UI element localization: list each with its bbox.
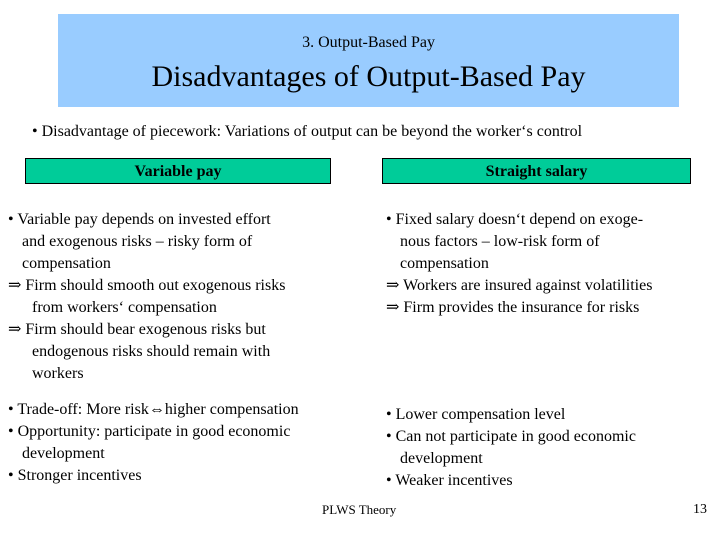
text-line: • Can not participate in good economic (386, 428, 636, 445)
text-line: • Fixed salary doesn‘t depend on exoge- (386, 211, 644, 228)
text-line: • Variable pay depends on invested effort (8, 211, 271, 228)
text-line: ⇒ Workers are insured against volatilities (386, 277, 653, 294)
text-line: nous factors – low-risk form of (400, 233, 600, 250)
text-line: • Opportunity: participate in good economic (8, 423, 291, 440)
straight-salary-tradeoff-text (386, 404, 636, 492)
text-line: compensation (22, 255, 111, 272)
text-line: • Stronger incentives (8, 467, 142, 484)
text-line: • Lower compensation level (386, 406, 566, 423)
text-line: development (22, 445, 105, 462)
text-line: • Weaker incentives (386, 472, 513, 489)
footer-label: PLWS Theory (322, 502, 397, 517)
title-banner (58, 14, 679, 107)
variable-pay-tradeoff-text (8, 399, 299, 487)
text-line: ⇒ Firm provides the insurance for risks (386, 299, 640, 316)
text-line: endogenous risks should remain with (32, 343, 271, 360)
text-line: ⇒ Firm should smooth out exogenous risks (8, 277, 286, 294)
text-line: ⇒ Firm should bear exogenous risks but (8, 321, 266, 338)
variable-pay-risk-text (8, 209, 285, 385)
text-line: and exogenous risks – risky form of (22, 233, 253, 250)
straight-salary-risk-text (386, 209, 652, 319)
intro-bullet: • Disadvantage of piecework: Variations of output can be beyond the worker‘s control (32, 123, 583, 140)
text-line: compensation (400, 255, 489, 272)
page-number: 13 (693, 502, 707, 517)
text-line: workers (32, 365, 84, 382)
straight-salary-heading: Straight salary (382, 158, 691, 184)
variable-pay-heading: Variable pay (25, 158, 331, 184)
slide-subtitle: 3. Output-Based Pay (302, 34, 435, 51)
text-line: • Trade-off: More risk⇔higher compensation (8, 401, 299, 418)
text-line: development (400, 450, 483, 467)
slide-title: Disadvantages of Output-Based Pay (151, 60, 586, 93)
text-line: from workers‘ compensation (32, 299, 217, 316)
